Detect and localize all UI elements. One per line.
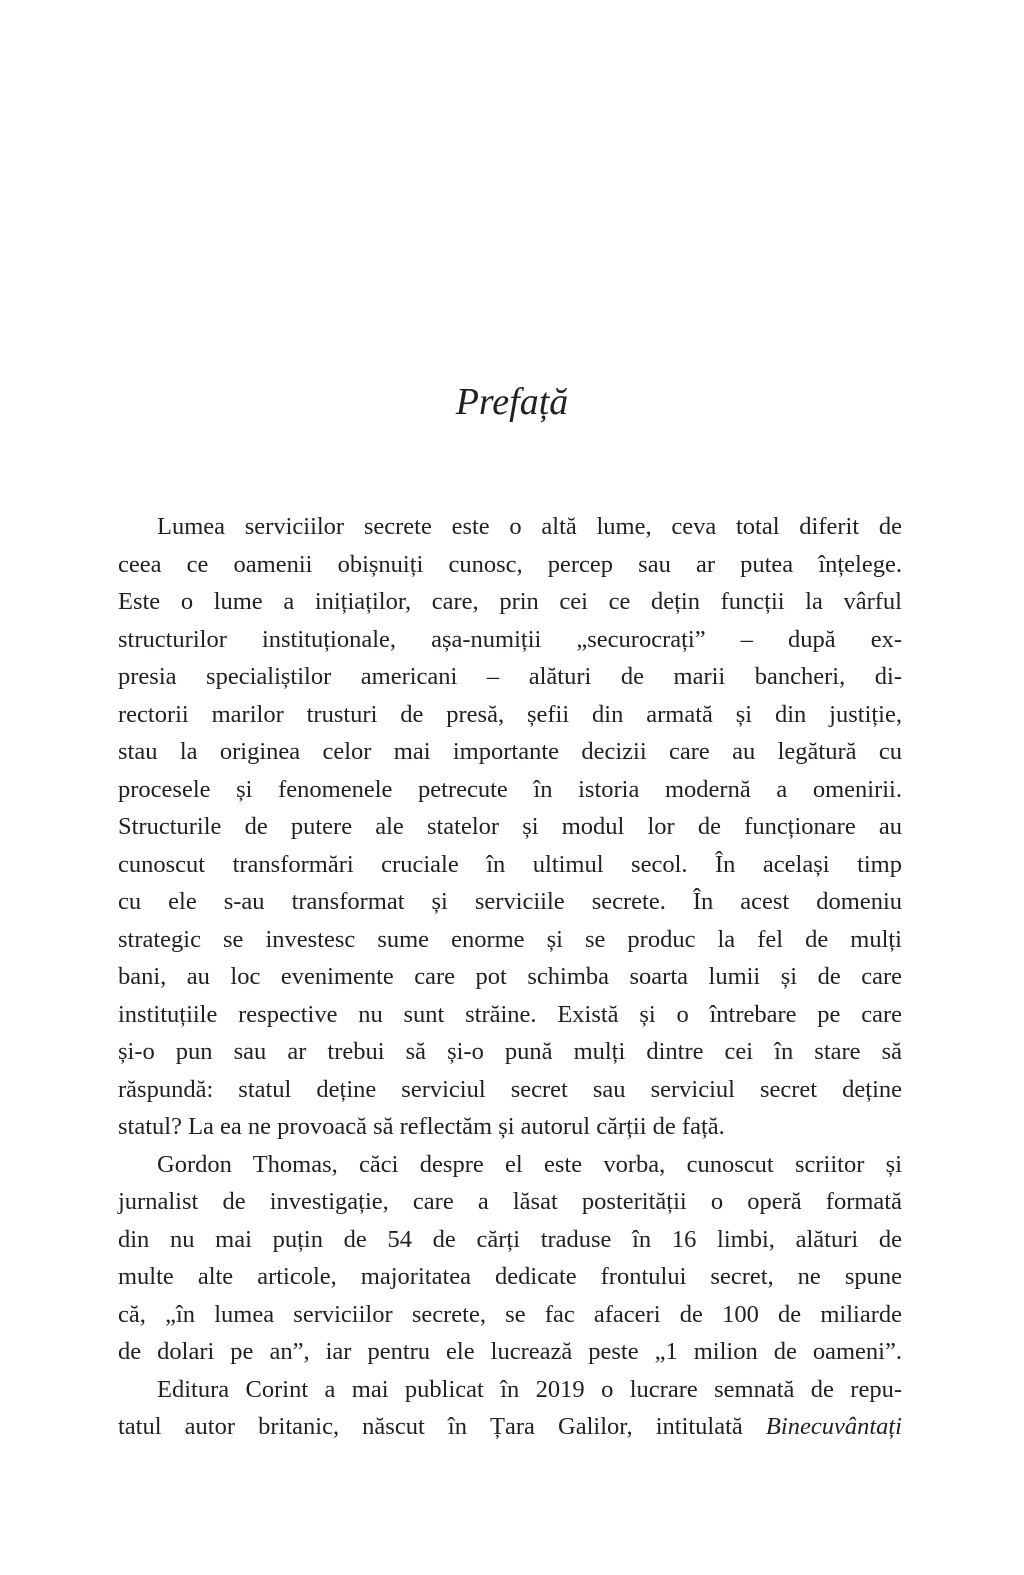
text-line: cu ele s-au transformat și serviciile secrete. În acest domeniu [118, 888, 902, 915]
text-line: de dolari pe an”, iar pentru ele lucrează peste „1 milion de oameni”. [118, 1338, 902, 1365]
text-line: Lumea serviciilor secrete este o altă lume, ceva total diferit de [157, 513, 902, 540]
text-line: jurnalist de investigație, care a lăsat posterității o operă formată [118, 1188, 902, 1215]
text-line: cunoscut transformări cruciale în ultimul secol. În același timp [118, 850, 902, 878]
text-line: statul? La ea ne provoacă să reflectăm și autorul cărții de față. [118, 1113, 725, 1140]
page-title: Prefață [455, 381, 569, 423]
text-line: instituțiile respective nu sunt străine. Există și o întrebare pe care [118, 1000, 902, 1028]
text-line: procesele și fenomenele petrecute în istoria modernă a omenirii. [118, 775, 902, 803]
text-line: strategic se investesc sume enorme și se produc la fel de mulți [118, 925, 902, 953]
text-line: Structurile de putere ale statelor și modul lor de funcționare au [118, 813, 902, 840]
text-line [118, 1408, 902, 1446]
text-line: multe alte articole, majoritatea dedicate frontului secret, ne spune [118, 1263, 902, 1290]
preface-body [118, 508, 902, 1446]
italic-book-title: Binecuvântați [765, 1413, 902, 1440]
text-line: și-o pun sau ar trebui să și-o pună mulți dintre cei în stare să [118, 1038, 902, 1065]
text-line: bani, au loc evenimente care pot schimba soarta lumii și de care [118, 963, 902, 990]
text-line: stau la originea celor mai importante decizii care au legătură cu [118, 738, 902, 765]
text-line: că, „în lumea serviciilor secrete, se fac afaceri de 100 de miliarde [118, 1300, 902, 1328]
text-line: Editura Corint a mai publicat în 2019 o lucrare semnată de repu- [157, 1375, 902, 1403]
text-line: Gordon Thomas, căci despre el este vorba, cunoscut scriitor și [157, 1150, 902, 1178]
text-line: Este o lume a inițiaților, care, prin cei ce dețin funcții la vârful [118, 588, 902, 615]
text-line: presia specialiștilor americani – alături de marii bancheri, di- [118, 663, 902, 690]
text-line: din nu mai puțin de 54 de cărți traduse în 16 limbi, alături de [118, 1225, 902, 1253]
text-line: ceea ce oamenii obișnuiți cunosc, percep sau ar putea înțelege. [118, 550, 902, 578]
text-line: structurilor instituționale, așa-numiții „securocrați” – după ex- [118, 625, 902, 653]
text-line-part: tatul autor britanic, născut în Țara Galilor, intitulată [118, 1413, 743, 1440]
text-line: răspundă: statul deține serviciul secret sau serviciul secret deține [118, 1075, 902, 1103]
text-line: rectorii marilor trusturi de presă, șefii din armată și din justiție, [118, 700, 902, 728]
